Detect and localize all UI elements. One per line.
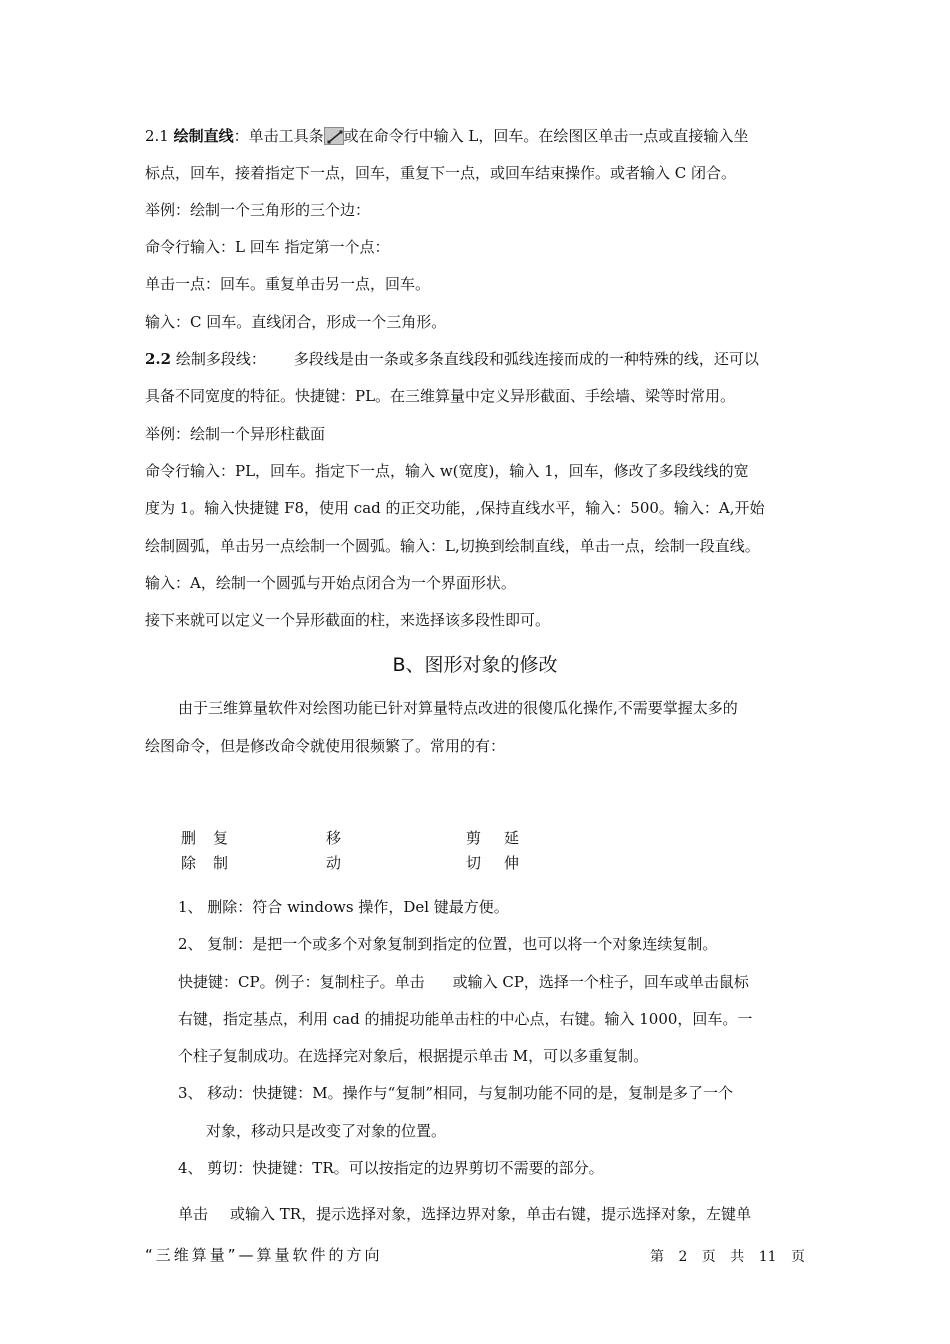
sec22-line8: 接下来就可以定义一个异形截面的柱，来选择该多段性即可。	[145, 611, 551, 629]
section-b-intro2: 绘图命令，但是修改命令就使用很频繁了。常用的有：	[145, 737, 506, 755]
item-4a-text2: 或输入 TR，提示选择对象，选择边界对象，单击右键，提示选择对象，左键单	[230, 1205, 752, 1223]
sec21-line4: 命令行输入：L 回车 指定第一个点：	[145, 238, 390, 256]
sec21-line5: 单击一点：回车。重复单击另一点，回车。	[145, 275, 431, 293]
sec22-line3: 举例：绘制一个异形柱截面	[145, 425, 326, 443]
sec21-line3: 举例：绘制一个三角形的三个边：	[145, 201, 371, 219]
sec21-num: 2.1	[145, 127, 174, 145]
section-b-heading: B、图形对象的修改	[392, 654, 558, 676]
page-number: 第 2 页 共 11 页	[650, 1249, 805, 1265]
item-2-line-c: 个柱子复制成功。在选择完对象后，根据提示单击 M，可以多重复制。	[178, 1047, 649, 1065]
sec22-line4: 命令行输入：PL，回车。指定下一点，输入 w(宽度)，输入 1，回车，修改了多段线线的宽	[145, 462, 749, 480]
cmd-extend-1: 延	[504, 829, 520, 847]
item-4: 4、 剪切：快捷键：TR。可以按指定的边界剪切不需要的部分。	[178, 1159, 604, 1177]
sec21-title: 绘制直线	[173, 127, 234, 145]
item-2a-text2: 或输入 CP，选择一个柱子，回车或单击鼠标	[452, 973, 749, 991]
cmd-delete-1: 删	[181, 829, 197, 847]
sec22-text1: 多段线是由一条或多条直线段和弧线连接而成的一种特殊的线，还可以	[293, 350, 759, 368]
cmd-move-1: 移	[326, 829, 342, 847]
item-2-line-b: 右键，指定基点，利用 cad 的捕捉功能单击柱的中心点，右键。输入 1000，回车。一	[178, 1010, 753, 1028]
sec21-line1	[145, 126, 748, 146]
item-3: 3、 移动：快捷键：M。操作与“复制”相同，与复制功能不同的是，复制是多了一个	[178, 1084, 734, 1102]
sec22-line2: 具备不同宽度的特征。快捷键：PL。在三维算量中定义异形截面、手绘墙、梁等时常用。	[145, 387, 736, 405]
item-2a-text1: 快捷键：CP。例子：复制柱子。单击	[178, 973, 425, 991]
sec21-text-b: 或在命令行中输入 L，回车。在绘图区单击一点或直接输入坐	[343, 127, 749, 145]
sec22-line5: 度为 1。输入快捷键 F8，使用 cad 的正交功能，,保持直线水平，输入：500。输入：A,开始	[145, 499, 765, 517]
sec21-text-a: ：单击工具条	[233, 127, 324, 145]
cmd-delete-2: 除	[181, 854, 197, 872]
item-3-line-b: 对象，移动只是改变了对象的位置。	[206, 1122, 447, 1140]
item-4-line-a	[178, 1204, 751, 1224]
sec22-line1	[145, 349, 759, 369]
cmd-extend-2: 伸	[504, 854, 520, 872]
footer-title: “三维算量”—算量软件的方向	[145, 1246, 383, 1264]
cmd-copy-2: 制	[213, 854, 229, 872]
line-tool-icon	[324, 127, 344, 145]
sec22-num: 2.2	[145, 350, 172, 368]
cmd-trim-1: 剪	[466, 829, 482, 847]
item-2: 2、 复制：是把一个或多个对象复制到指定的位置，也可以将一个对象连续复制。	[178, 935, 718, 953]
section-b-intro1: 由于三维算量软件对绘图功能已针对算量特点改进的很傻瓜化操作,不需要掌握太多的	[178, 699, 738, 717]
sec22-line7: 输入：A，绘制一个圆弧与开始点闭合为一个界面形状。	[145, 574, 516, 592]
sec22-line6: 绘制圆弧，单击另一点绘制一个圆弧。输入：L,切换到绘制直线，单击一点，绘制一段直线。	[145, 537, 760, 555]
sec21-line6: 输入：C 回车。直线闭合，形成一个三角形。	[145, 313, 447, 331]
cmd-copy-1: 复	[213, 829, 229, 847]
item-1: 1、 删除：符合 windows 操作，Del 键最方便。	[178, 898, 509, 916]
sec22-title: 绘制多段线：	[171, 350, 266, 368]
cmd-move-2: 动	[326, 854, 342, 872]
cmd-trim-2: 切	[466, 854, 482, 872]
item-2-line-a	[178, 972, 749, 992]
sec21-line2: 标点，回车，接着指定下一点，回车，重复下一点，或回车结束操作。或者输入 C 闭合。	[145, 164, 737, 182]
item-4a-text1: 单击	[178, 1205, 209, 1223]
